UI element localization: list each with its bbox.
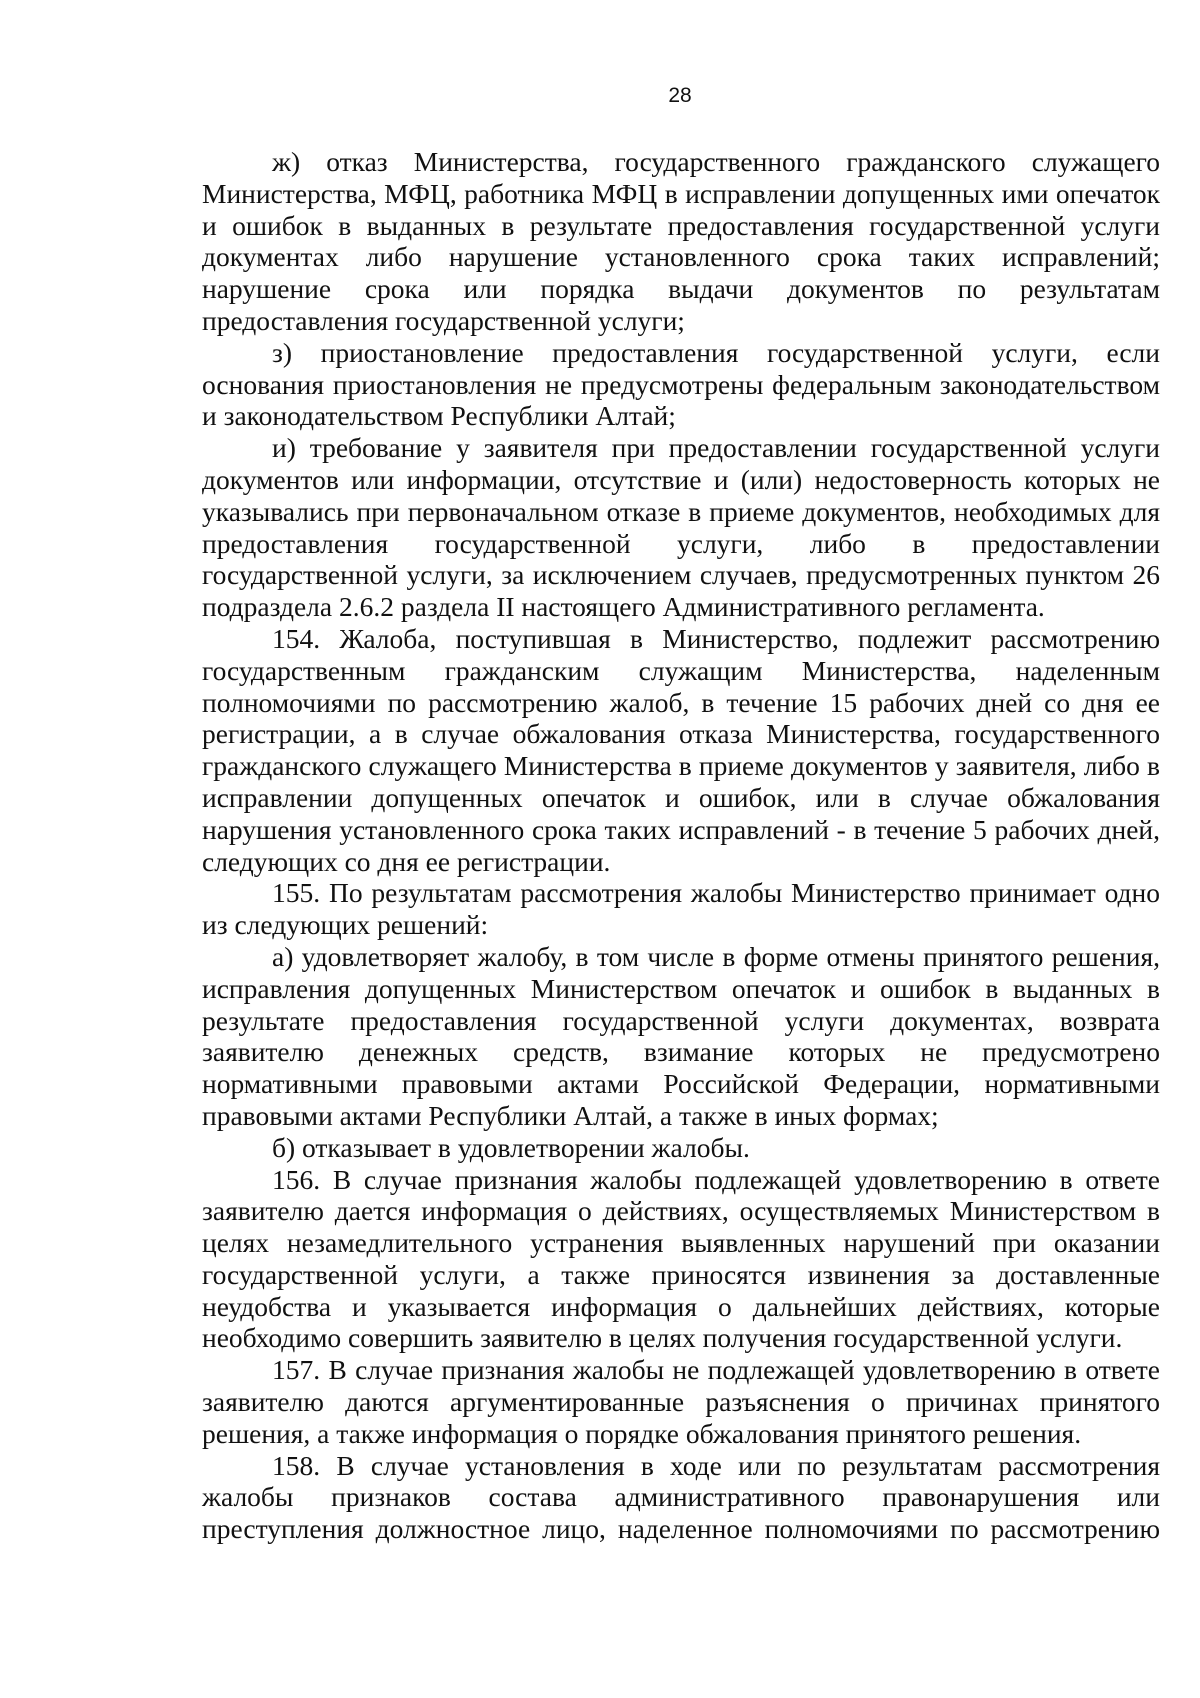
paragraph-154: 154. Жалоба, поступившая в Министерство, подлежит рассмотрению государственным гражданским служащим Министерства, наделенным полномочиями по рассмотрению жалоб, в течение 15 рабочих дней со дня ее регистрации, а в случае обжалования отказа Министерства, государственного гражданского служащего Министерства в приеме документов у заявителя, либо в исправлении допущенных опечаток и ошибок, или в случае обжалования нарушения установленного срока таких исправлений - в течение 5 рабочих дней, следующих со дня ее регистрации. [202, 622, 1160, 877]
document-body [202, 146, 1160, 1545]
paragraph-156: 156. В случае признания жалобы подлежащей удовлетворению в ответе заявителю дается информация о действиях, осуществляемых Министерством в целях незамедлительного устранения выявленных нарушений при оказании государственной услуги, а также приносятся извинения за доставленные неудобства и указывается информация о дальнейших действиях, которые необходимо совершить заявителю в целях получения государственной услуги. [202, 1163, 1160, 1354]
paragraph-155-b: б) отказывает в удовлетворении жалобы. [272, 1131, 750, 1163]
paragraph-i: и) требование у заявителя при предоставлении государственной услуги документов или информации, отсутствие и (или) недостоверность которых не указывались при первоначальном отказе в приеме документов, необходимых для предоставления государственной услуги, либо в предоставлении государственной услуги, за исключением случаев, предусмотренных пунктом 26 подраздела 2.6.2 раздела II настоящего Административного регламента. [202, 432, 1160, 623]
paragraph-zh: ж) отказ Министерства, государственного гражданского служащего Министерства, МФЦ, работника МФЦ в исправлении допущенных ими опечаток и ошибок в выданных в результате предоставления государственной услуги документах либо нарушение установленного срока таких исправлений; нарушение срока или порядка выдачи документов по результатам предоставления государственной услуги; [202, 146, 1160, 336]
paragraph-155-a: а) удовлетворяет жалобу, в том числе в форме отмены принятого решения, исправления допущенных Министерством опечаток и ошибок в выданных в результате предоставления государственной услуги документах, возврата заявителю денежных средств, взимание которых не предусмотрено нормативными правовыми актами Российской Федерации, нормативными правовыми актами Республики Алтай, а также в иных формах; [202, 940, 1160, 1131]
paragraph-157: 157. В случае признания жалобы не подлежащей удовлетворению в ответе заявителю даются аргументированные разъяснения о причинах принятого решения, а также информация о порядке обжалования принятого решения. [202, 1354, 1160, 1449]
page-number: 28 [668, 84, 692, 107]
paragraph-155: 155. По результатам рассмотрения жалобы Министерство принимает одно из следующих решений: [202, 877, 1160, 941]
paragraph-z: з) приостановление предоставления государственной услуги, если основания приостановления не предусмотрены федеральным законодательством и законодательством Республики Алтай; [202, 336, 1160, 432]
paragraph-158: 158. В случае установления в ходе или по результатам рассмотрения жалобы признаков состава административного правонарушения или преступления должностное лицо, наделенное полномочиями по рассмотрению [202, 1449, 1160, 1545]
